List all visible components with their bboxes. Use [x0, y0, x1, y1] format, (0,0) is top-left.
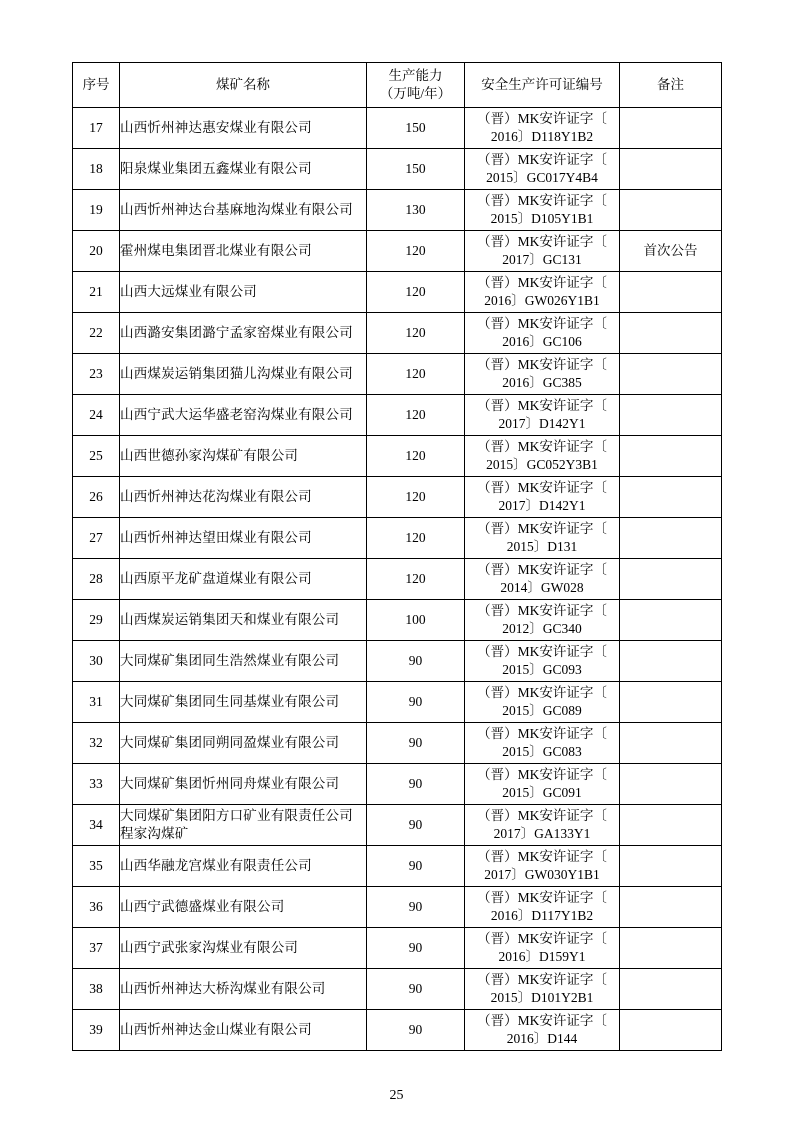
- license-line2: 2015〕GC089: [502, 703, 582, 718]
- license-line1: （晋）MK安许证字〔: [477, 192, 607, 208]
- license-line2: 2016〕GC106: [502, 334, 582, 349]
- table-row: [73, 600, 722, 641]
- license-line1: （晋）MK安许证字〔: [477, 725, 607, 741]
- cell-note: [620, 805, 722, 846]
- license-line1: （晋）MK安许证字〔: [477, 274, 607, 290]
- cell-mine-name: 山西原平龙矿盘道煤业有限公司: [120, 559, 367, 600]
- table-row: [73, 436, 722, 477]
- license-line1: （晋）MK安许证字〔: [477, 479, 607, 495]
- table-header: [73, 63, 722, 108]
- cell-license-number: [465, 723, 620, 764]
- cell-capacity: 120: [367, 272, 465, 313]
- cell-sequence: 33: [73, 764, 120, 805]
- cell-sequence: 39: [73, 1010, 120, 1051]
- column-header-license-number: 安全生产许可证编号: [465, 63, 620, 108]
- table-row: [73, 190, 722, 231]
- cell-sequence: 37: [73, 928, 120, 969]
- cell-sequence: 22: [73, 313, 120, 354]
- cell-note: [620, 108, 722, 149]
- license-line2: 2016〕D117Y1B2: [490, 908, 594, 923]
- cell-capacity: 90: [367, 764, 465, 805]
- table-row: [73, 1010, 722, 1051]
- license-line1: （晋）MK安许证字〔: [477, 889, 607, 905]
- license-line1: （晋）MK安许证字〔: [477, 315, 607, 331]
- cell-sequence: 30: [73, 641, 120, 682]
- cell-license-number: [465, 887, 620, 928]
- table-row: [73, 846, 722, 887]
- cell-sequence: 28: [73, 559, 120, 600]
- cell-capacity: 120: [367, 436, 465, 477]
- license-line1: （晋）MK安许证字〔: [477, 643, 607, 659]
- table-row: [73, 395, 722, 436]
- cell-capacity: 120: [367, 313, 465, 354]
- cell-license-number: [465, 559, 620, 600]
- cell-sequence: 26: [73, 477, 120, 518]
- cell-note: [620, 354, 722, 395]
- cell-license-number: [465, 190, 620, 231]
- cell-sequence: 27: [73, 518, 120, 559]
- cell-sequence: 24: [73, 395, 120, 436]
- cell-sequence: 21: [73, 272, 120, 313]
- cell-sequence: 23: [73, 354, 120, 395]
- table-row: [73, 518, 722, 559]
- cell-capacity: 90: [367, 723, 465, 764]
- cell-sequence: 31: [73, 682, 120, 723]
- license-line1: （晋）MK安许证字〔: [477, 684, 607, 700]
- cell-license-number: [465, 354, 620, 395]
- cell-capacity: 120: [367, 395, 465, 436]
- table-row: [73, 887, 722, 928]
- license-line1: （晋）MK安许证字〔: [477, 1012, 607, 1028]
- license-line1: （晋）MK安许证字〔: [477, 233, 607, 249]
- cell-sequence: 17: [73, 108, 120, 149]
- license-line2: 2017〕GC131: [502, 252, 582, 267]
- table-row: [73, 764, 722, 805]
- cell-note: [620, 313, 722, 354]
- cell-sequence: 36: [73, 887, 120, 928]
- license-line2: 2015〕GC091: [502, 785, 582, 800]
- license-line1: （晋）MK安许证字〔: [477, 807, 607, 823]
- cell-note: [620, 641, 722, 682]
- license-line1: （晋）MK安许证字〔: [477, 602, 607, 618]
- license-line1: （晋）MK安许证字〔: [477, 356, 607, 372]
- license-line1: （晋）MK安许证字〔: [477, 110, 607, 126]
- cell-note: [620, 1010, 722, 1051]
- license-line2: 2015〕D105Y1B1: [490, 211, 594, 226]
- cell-note: [620, 436, 722, 477]
- cell-license-number: [465, 108, 620, 149]
- cell-note: [620, 764, 722, 805]
- cell-capacity: 90: [367, 641, 465, 682]
- cell-capacity: 90: [367, 969, 465, 1010]
- cell-mine-name: 霍州煤电集团晋北煤业有限公司: [120, 231, 367, 272]
- table-row: [73, 641, 722, 682]
- cell-sequence: 35: [73, 846, 120, 887]
- cell-mine-name: 山西宁武张家沟煤业有限公司: [120, 928, 367, 969]
- cell-capacity: 120: [367, 231, 465, 272]
- cell-mine-name: 阳泉煤业集团五鑫煤业有限公司: [120, 149, 367, 190]
- cell-mine-name: 山西忻州神达台基麻地沟煤业有限公司: [120, 190, 367, 231]
- license-line2: 2017〕GA133Y1: [493, 826, 591, 841]
- coal-mine-table: [72, 62, 722, 1051]
- cell-capacity: 90: [367, 805, 465, 846]
- cell-note: [620, 272, 722, 313]
- cell-capacity: 150: [367, 108, 465, 149]
- table-row: [73, 928, 722, 969]
- table-row: [73, 313, 722, 354]
- cell-mine-name: 山西华融龙宫煤业有限责任公司: [120, 846, 367, 887]
- cell-license-number: [465, 395, 620, 436]
- license-line2: 2016〕D144: [506, 1031, 578, 1046]
- cell-note: [620, 846, 722, 887]
- license-line2: 2014〕GW028: [500, 580, 584, 595]
- cell-mine-name: 山西忻州神达金山煤业有限公司: [120, 1010, 367, 1051]
- license-line1: （晋）MK安许证字〔: [477, 151, 607, 167]
- cell-mine-name: 山西潞安集团潞宁孟家窑煤业有限公司: [120, 313, 367, 354]
- table-row: [73, 969, 722, 1010]
- cell-mine-name: 山西煤炭运销集团天和煤业有限公司: [120, 600, 367, 641]
- capacity-header-line1: 生产能力: [388, 67, 443, 83]
- table-row: [73, 682, 722, 723]
- license-line2: 2015〕D101Y2B1: [490, 990, 594, 1005]
- column-header-capacity: [367, 63, 465, 108]
- table-row: [73, 354, 722, 395]
- cell-license-number: [465, 682, 620, 723]
- cell-license-number: [465, 600, 620, 641]
- cell-license-number: [465, 641, 620, 682]
- page-number: 25: [389, 1088, 404, 1103]
- table-row: [73, 231, 722, 272]
- cell-note: [620, 395, 722, 436]
- license-line2: 2017〕D142Y1: [498, 416, 586, 431]
- cell-note: [620, 723, 722, 764]
- table-row: [73, 272, 722, 313]
- cell-note: [620, 559, 722, 600]
- cell-note: [620, 928, 722, 969]
- license-line1: （晋）MK安许证字〔: [477, 848, 607, 864]
- cell-mine-name: 山西忻州神达大桥沟煤业有限公司: [120, 969, 367, 1010]
- cell-mine-name: 山西忻州神达望田煤业有限公司: [120, 518, 367, 559]
- table-row: [73, 723, 722, 764]
- license-line2: 2016〕GC385: [502, 375, 582, 390]
- cell-capacity: 90: [367, 1010, 465, 1051]
- table-row: [73, 108, 722, 149]
- cell-license-number: [465, 969, 620, 1010]
- cell-capacity: 120: [367, 477, 465, 518]
- cell-capacity: 100: [367, 600, 465, 641]
- cell-mine-name: 山西大远煤业有限公司: [120, 272, 367, 313]
- table-header-row: [73, 63, 722, 108]
- license-line2: 2016〕D118Y1B2: [490, 129, 594, 144]
- cell-capacity: 90: [367, 846, 465, 887]
- cell-note: [620, 149, 722, 190]
- cell-note: 首次公告: [620, 231, 722, 272]
- cell-license-number: [465, 477, 620, 518]
- cell-mine-name: 山西世德孙家沟煤矿有限公司: [120, 436, 367, 477]
- cell-mine-name: 山西煤炭运销集团猫儿沟煤业有限公司: [120, 354, 367, 395]
- license-line1: （晋）MK安许证字〔: [477, 930, 607, 946]
- license-line1: （晋）MK安许证字〔: [477, 397, 607, 413]
- cell-capacity: 120: [367, 559, 465, 600]
- cell-capacity: 90: [367, 928, 465, 969]
- license-line2: 2017〕GW030Y1B1: [484, 867, 600, 882]
- cell-mine-name: 大同煤矿集团阳方口矿业有限责任公司程家沟煤矿: [120, 805, 367, 846]
- cell-note: [620, 887, 722, 928]
- license-line1: （晋）MK安许证字〔: [477, 561, 607, 577]
- license-line1: （晋）MK安许证字〔: [477, 438, 607, 454]
- cell-sequence: 32: [73, 723, 120, 764]
- cell-note: [620, 969, 722, 1010]
- table-body: [73, 108, 722, 1051]
- license-line2: 2015〕GC093: [502, 662, 582, 677]
- cell-license-number: [465, 928, 620, 969]
- cell-license-number: [465, 805, 620, 846]
- cell-mine-name: 大同煤矿集团同朔同盈煤业有限公司: [120, 723, 367, 764]
- cell-license-number: [465, 231, 620, 272]
- cell-capacity: 130: [367, 190, 465, 231]
- cell-license-number: [465, 313, 620, 354]
- license-line1: （晋）MK安许证字〔: [477, 520, 607, 536]
- cell-license-number: [465, 272, 620, 313]
- license-line2: 2015〕GC052Y3B1: [486, 457, 598, 472]
- cell-sequence: 29: [73, 600, 120, 641]
- cell-sequence: 20: [73, 231, 120, 272]
- cell-license-number: [465, 764, 620, 805]
- cell-mine-name: 山西宁武大运华盛老窑沟煤业有限公司: [120, 395, 367, 436]
- cell-sequence: 18: [73, 149, 120, 190]
- license-line2: 2016〕GW026Y1B1: [484, 293, 600, 308]
- cell-capacity: 120: [367, 518, 465, 559]
- license-line1: （晋）MK安许证字〔: [477, 766, 607, 782]
- cell-note: [620, 518, 722, 559]
- column-header-mine-name: 煤矿名称: [120, 63, 367, 108]
- license-line2: 2015〕GC017Y4B4: [486, 170, 598, 185]
- cell-mine-name: 山西宁武德盛煤业有限公司: [120, 887, 367, 928]
- cell-license-number: [465, 149, 620, 190]
- license-line2: 2016〕D159Y1: [498, 949, 586, 964]
- license-line2: 2012〕GC340: [502, 621, 582, 636]
- cell-sequence: 34: [73, 805, 120, 846]
- cell-capacity: 90: [367, 682, 465, 723]
- cell-sequence: 25: [73, 436, 120, 477]
- cell-note: [620, 600, 722, 641]
- cell-note: [620, 477, 722, 518]
- cell-capacity: 150: [367, 149, 465, 190]
- table-row: [73, 559, 722, 600]
- license-line1: （晋）MK安许证字〔: [477, 971, 607, 987]
- table-row: [73, 149, 722, 190]
- cell-license-number: [465, 436, 620, 477]
- license-line2: 2017〕D142Y1: [498, 498, 586, 513]
- license-line2: 2015〕D131: [506, 539, 578, 554]
- cell-note: [620, 682, 722, 723]
- cell-license-number: [465, 1010, 620, 1051]
- cell-note: [620, 190, 722, 231]
- license-line2: 2015〕GC083: [502, 744, 582, 759]
- column-header-note: 备注: [620, 63, 722, 108]
- cell-mine-name: 大同煤矿集团同生同基煤业有限公司: [120, 682, 367, 723]
- cell-sequence: 38: [73, 969, 120, 1010]
- column-header-sequence: 序号: [73, 63, 120, 108]
- cell-capacity: 120: [367, 354, 465, 395]
- cell-mine-name: 大同煤矿集团同生浩然煤业有限公司: [120, 641, 367, 682]
- table-row: [73, 805, 722, 846]
- cell-license-number: [465, 846, 620, 887]
- cell-capacity: 90: [367, 887, 465, 928]
- table-row: [73, 477, 722, 518]
- cell-license-number: [465, 518, 620, 559]
- cell-mine-name: 大同煤矿集团忻州同舟煤业有限公司: [120, 764, 367, 805]
- cell-sequence: 19: [73, 190, 120, 231]
- cell-mine-name: 山西忻州神达惠安煤业有限公司: [120, 108, 367, 149]
- cell-mine-name: 山西忻州神达花沟煤业有限公司: [120, 477, 367, 518]
- capacity-header-line2: （万吨/年）: [379, 86, 452, 101]
